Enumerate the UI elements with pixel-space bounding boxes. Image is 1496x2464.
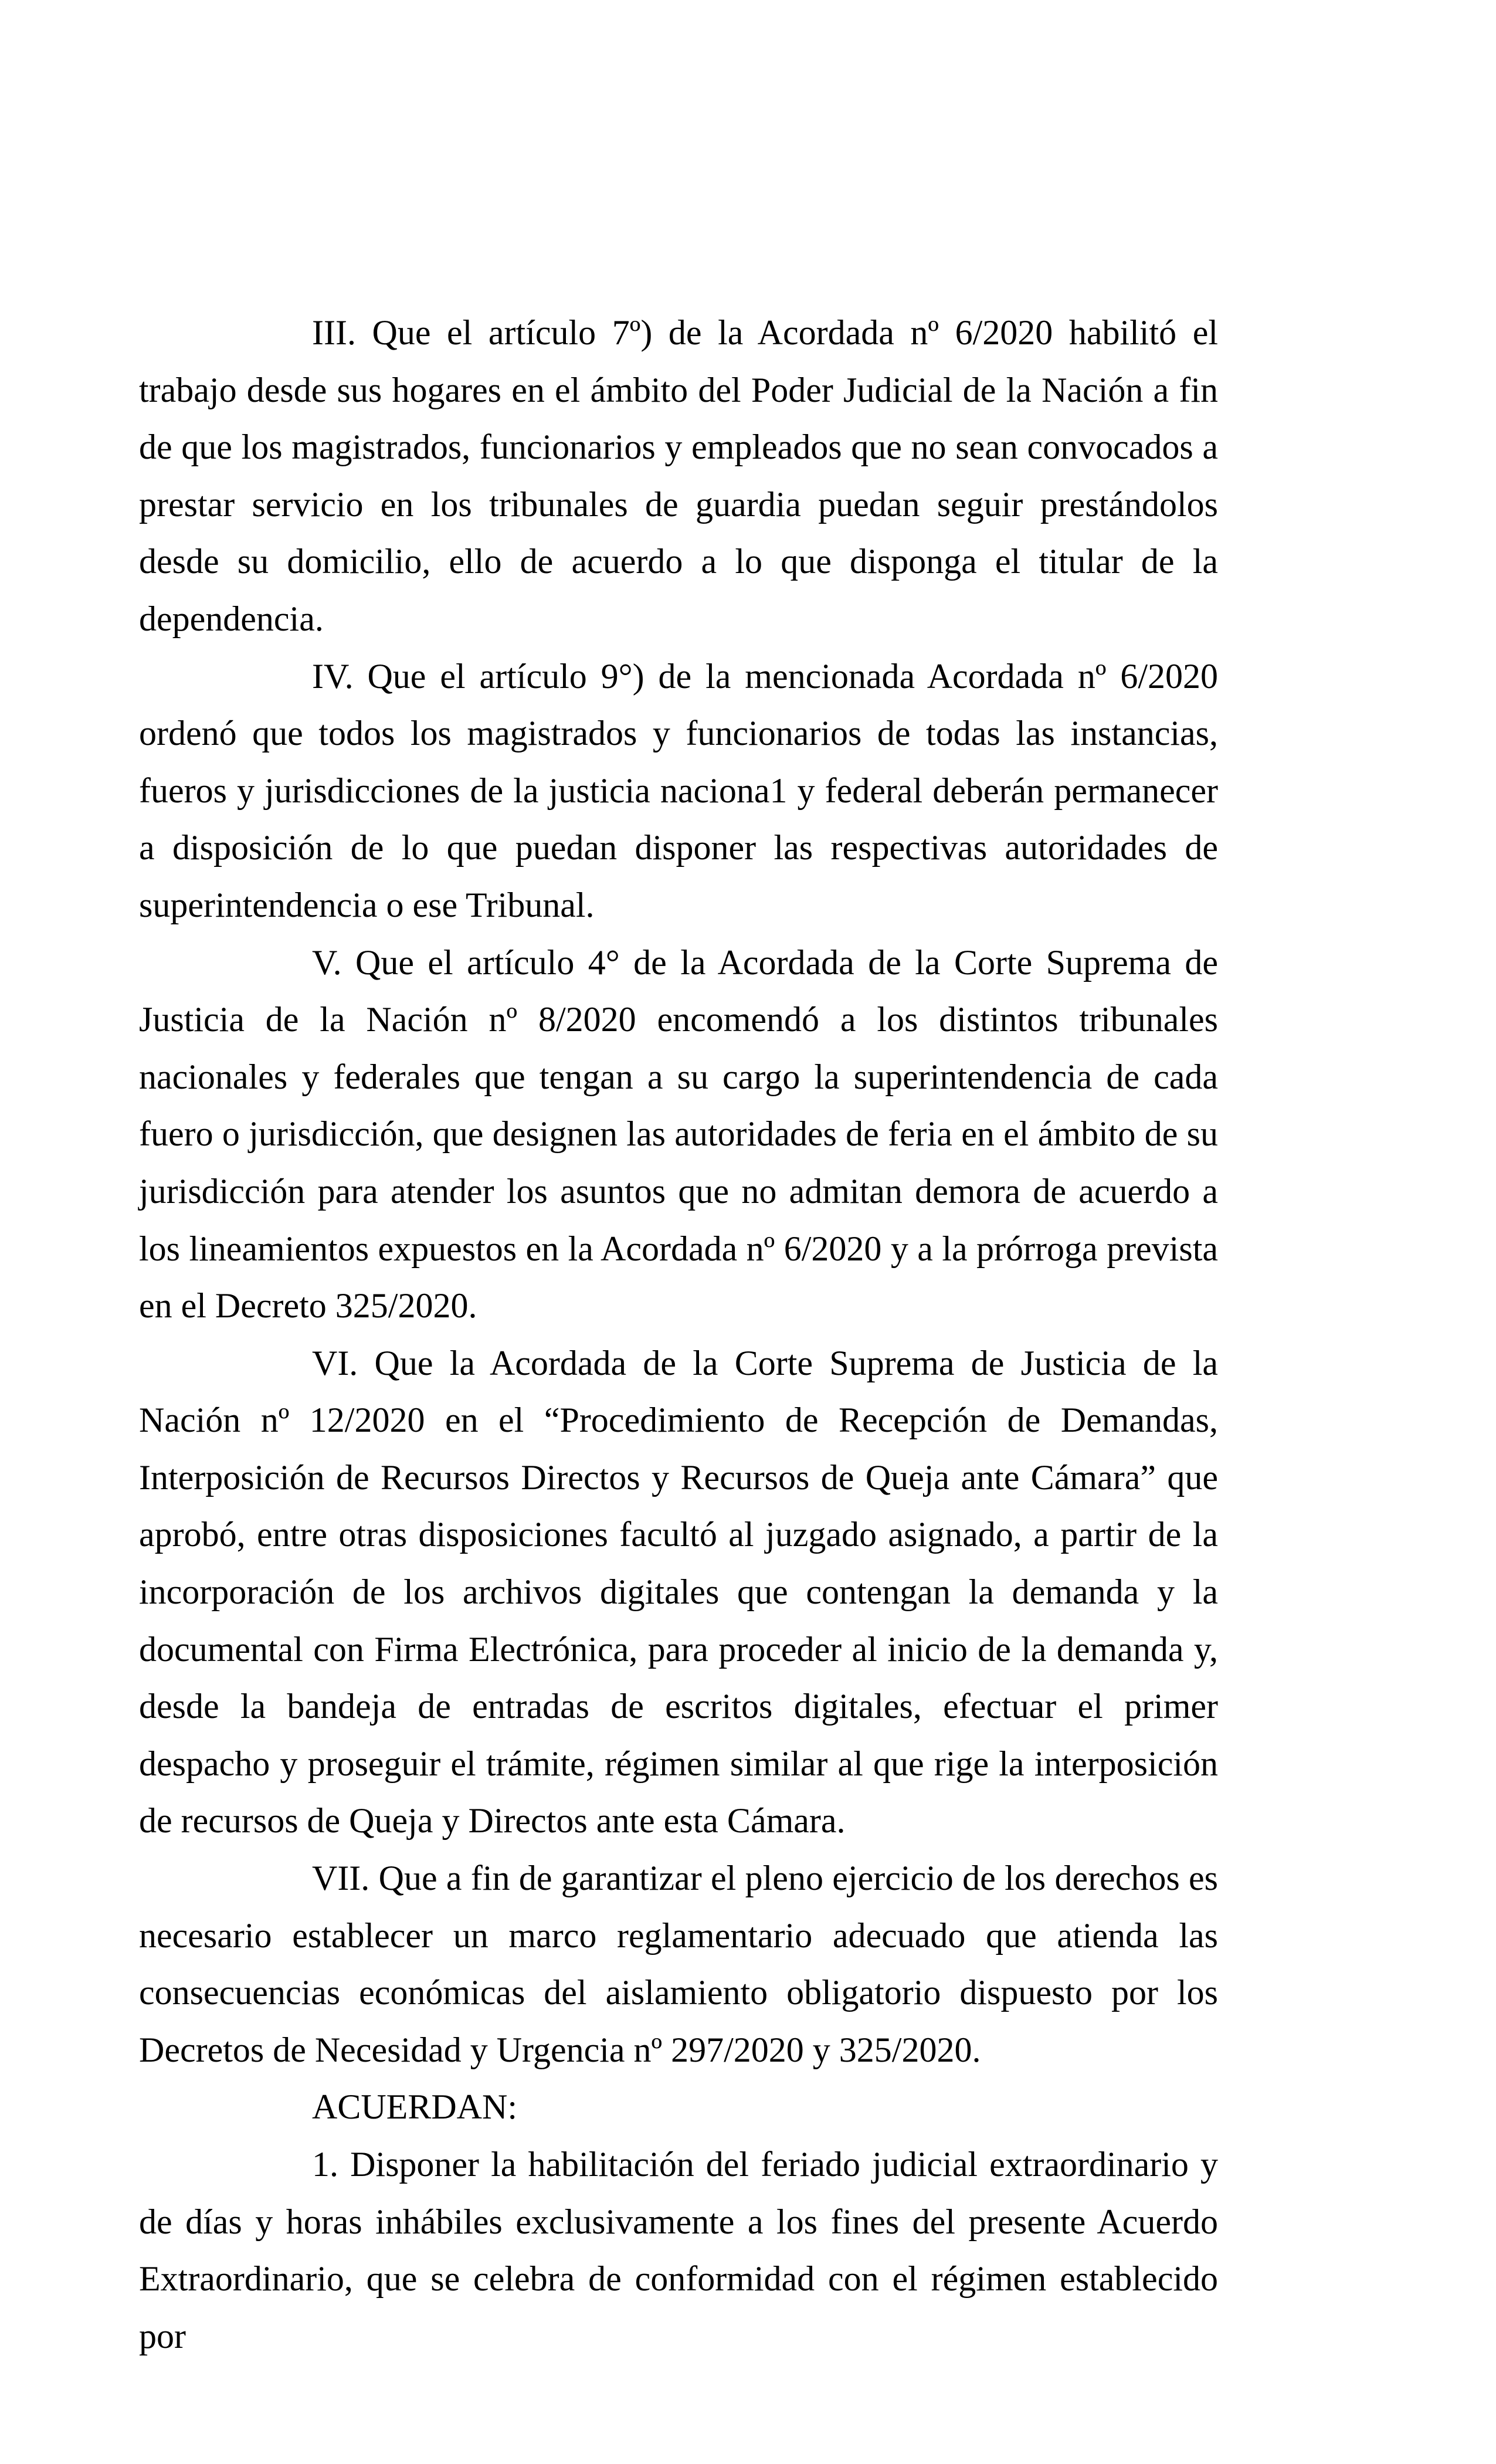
paragraph-considerando-v: V. Que el artículo 4° de la Acordada de la Corte Suprema de Justicia de la Nación nº 8/2020 encomendó a los distintos tribunales nacionales y federales que tengan a su cargo la superintendencia de cada fuero o jurisdicción, que designen las autoridades de feria en el ámbito de su jurisdicción para atender los asuntos que no admitan demora de acuerdo a los lineamientos expuestos en la Acordada nº 6/2020 y a la prórroga prevista en el Decreto 325/2020. [139,943,1218,1326]
acuerdan-heading: ACUERDAN: [312,2087,518,2127]
paragraph-acuerdo-1: 1. Disponer la habilitación del feriado judicial extraordinario y de días y horas inhábiles exclusivamente a los fines del presente Acuerdo Extraordinario, que se celebra de conformidad con el régimen establecido por [139,2145,1218,2355]
paragraph-considerando-vi: VI. Que la Acordada de la Corte Suprema de Justicia de la Nación nº 12/2020 en el “Procedimiento de Recepción de Demandas, Interposición de Recursos Directos y Recursos de Queja ante Cámara” que aprobó, entre otras disposiciones facultó al juzgado asignado, a partir de la incorporación de los archivos digitales que contengan la demanda y la documental con Firma Electrónica, para proceder al inicio de la demanda y, desde la bandeja de entradas de escritos digitales, efectuar el primer despacho y proseguir el trámite, régimen similar al que rige la interposición de recursos de Queja y Directos ante esta Cámara. [139,1343,1218,1841]
document-body [139,304,1218,2365]
paragraph-considerando-vii: VII. Que a fin de garantizar el pleno ejercicio de los derechos es necesario establecer un marco reglamentario adecuado que atienda las consecuencias económicas del aislamiento obligatorio dispuesto por los Decretos de Necesidad y Urgencia nº 297/2020 y 325/2020. [139,1859,1218,2069]
paragraph-considerando-iv: IV. Que el artículo 9°) de la mencionada Acordada nº 6/2020 ordenó que todos los magistrados y funcionarios de todas las instancias, fueros y jurisdicciones de la justicia naciona1 y federal deberán permanecer a disposición de lo que puedan disponer las respectivas autoridades de superintendencia o ese Tribunal. [139,656,1218,924]
paragraph-considerando-iii: III. Que el artículo 7º) de la Acordada nº 6/2020 habilitó el trabajo desde sus hogares en el ámbito del Poder Judicial de la Nación a fin de que los magistrados, funcionarios y empleados que no sean convocados a prestar servicio en los tribunales de guardia puedan seguir prestándolos desde su domicilio, ello de acuerdo a lo que disponga el titular de la dependencia. [139,313,1218,638]
